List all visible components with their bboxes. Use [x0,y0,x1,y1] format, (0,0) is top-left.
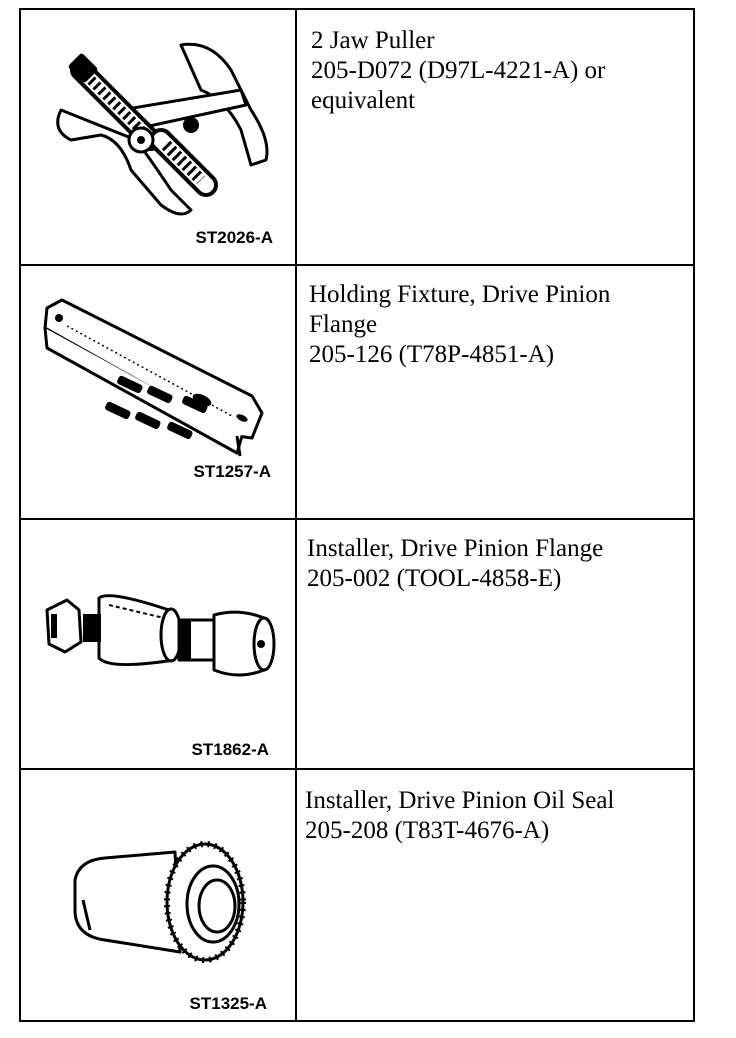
tool-description-cell [305,786,689,846]
tool-name-continued: Flange [309,311,378,338]
tool-name: 2 Jaw Puller [311,27,435,54]
special-tools-table [19,8,695,1022]
tool-number: 205-126 (T78P-4851-A) [309,341,555,368]
two-jaw-puller-icon [41,30,281,230]
table-row [21,770,693,1020]
tool-description-cell [307,534,687,594]
flange-installer-icon [39,570,279,690]
tool-image-code: ST1257-A [193,462,271,481]
holding-fixture-icon [37,288,277,468]
table-row [21,520,693,770]
table-row [21,10,693,266]
tool-image-cell [21,520,297,768]
table-row [21,266,693,520]
tool-name: Holding Fixture, Drive Pinion [309,281,611,308]
tool-image-cell [21,266,297,518]
tool-image-code: ST2026-A [195,228,273,247]
tool-number: 205-D072 (D97L-4221-A) or [311,57,606,84]
tool-number: 205-002 (TOOL-4858-E) [307,565,562,592]
tool-description-cell [311,26,681,116]
tool-note: equivalent [311,87,416,114]
tool-image-cell [21,10,297,264]
tool-name: Installer, Drive Pinion Oil Seal [305,787,615,814]
tool-name: Installer, Drive Pinion Flange [307,535,604,562]
tool-image-code: ST1325-A [189,994,267,1013]
tool-image-code: ST1862-A [191,740,269,759]
oil-seal-installer-icon [65,840,265,970]
tool-description-cell [309,280,685,370]
tool-image-cell [21,770,297,1020]
tool-number: 205-208 (T83T-4676-A) [305,817,550,844]
